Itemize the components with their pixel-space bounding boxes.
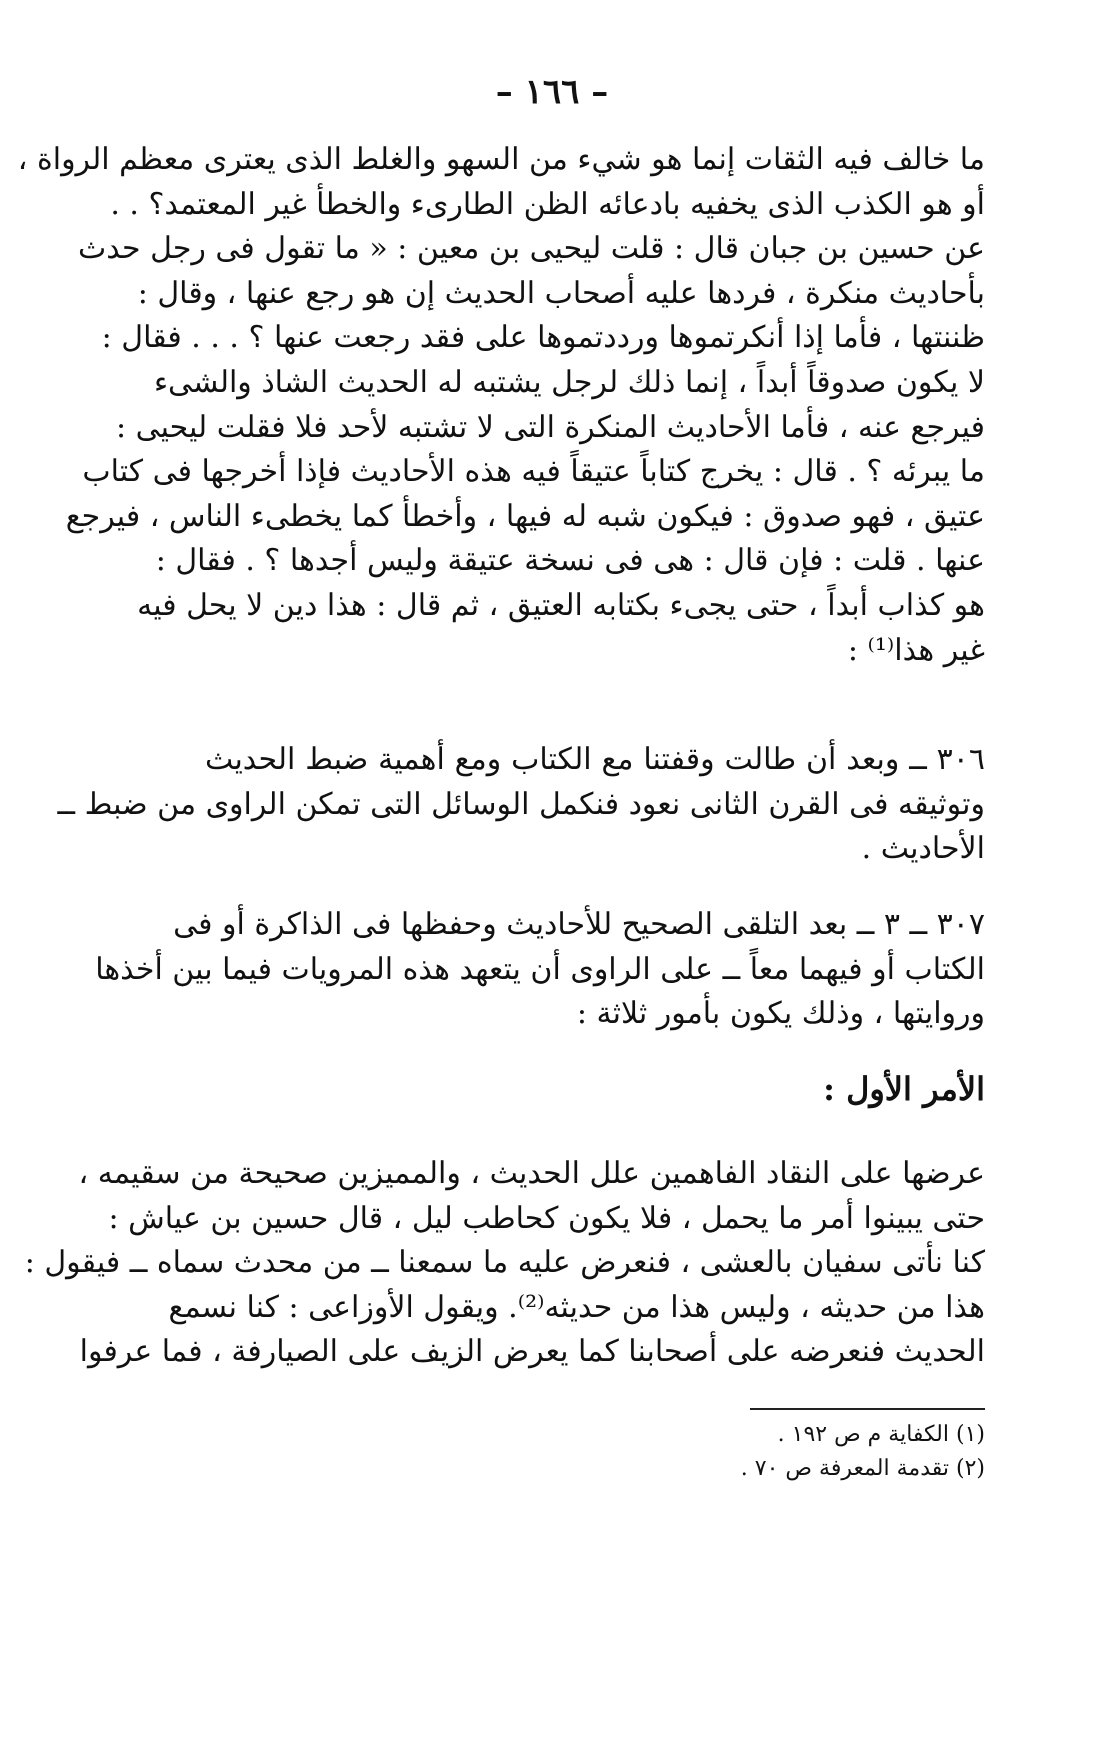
text-line: الأحاديث . — [861, 831, 985, 867]
text-line: وروايتها ، وذلك يكون بأمور ثلاثة : — [576, 996, 985, 1032]
text-line: بأحاديث منكرة ، فردها عليه أصحاب الحديث إن هو رجع عنها ، وقال : — [137, 275, 985, 311]
paragraph-306 — [57, 738, 985, 872]
text-line: وتوثيقه فى القرن الثانى نعود فنكمل الوسائل التى تمكن الراوى من ضبط ــ — [57, 786, 985, 822]
paragraph-307 — [95, 903, 985, 1037]
footnote-item: (١) الكفاية م ص ١٩٢ . — [777, 1422, 985, 1447]
text-line: كنا نأتى سفيان بالعشى ، فنعرض عليه ما سمعنا ــ من محدث سماه ــ فيقول : — [24, 1245, 985, 1281]
text-line: الحديث فنعرضه على أصحابنا كما يعرض الزيف على الصيارفة ، فما عرفوا — [79, 1334, 985, 1370]
text-line: ٣٠٧ ــ ٣ ــ بعد التلقى الصحيح للأحاديث وحفظها فى الذاكرة أو فى — [173, 907, 985, 942]
text-line: عتيق ، فهو صدوق : فيكون شبه له فيها ، وأخطأ كما يخطىء الناس ، فيرجع — [65, 498, 985, 534]
text-line: عرضها على النقاد الفاهمين علل الحديث ، والمميزين صحيحة من سقيمه ، — [78, 1156, 985, 1191]
page-number: – ١٦٦ – — [495, 72, 609, 112]
text-line: ما خالف فيه الثقات إنما هو شيء من السهو والغلط الذى يعترى معظم الرواة ، — [17, 142, 985, 177]
text-line: عن حسين بن جبان قال : قلت ليحيى بن معين : « ما تقول فى رجل حدث — [78, 231, 985, 267]
footnote-divider — [750, 1408, 985, 1410]
text-line: عنها . قلت : فإن قال : هى فى نسخة عتيقة وليس أجدها ؟ . فقال : — [155, 543, 985, 579]
body-paragraph — [24, 1152, 985, 1375]
section-heading: الأمر الأول : — [823, 1070, 985, 1108]
text-line: ٣٠٦ ــ وبعد أن طالت وقفتنا مع الكتاب ومع أهمية ضبط الحديث — [205, 742, 985, 777]
text-line: هذا من حديثه ، وليس هذا من حديثه⁽²⁾. ويقول الأوزاعى : كنا نسمع — [168, 1289, 985, 1325]
footnotes — [600, 1418, 985, 1486]
text-line: فيرجع عنه ، فأما الأحاديث المنكرة التى لا تشتبه لأحد فلا فقلت ليحيى : — [115, 409, 985, 445]
text-line: غير هذا⁽¹⁾ : — [847, 632, 985, 668]
text-line: أو هو الكذب الذى يخفيه بادعائه الظن الطارىء والخطأ غير المعتمد؟ . . — [110, 186, 985, 222]
text-line: الكتاب أو فيهما معاً ــ على الراوى أن يتعهد هذه المرويات فيما بين أخذها — [95, 951, 985, 987]
quote-paragraph — [17, 138, 985, 673]
footnote-item: (٢) تقدمة المعرفة ص ٧٠ . — [740, 1456, 985, 1481]
text-line: هو كذاب أبداً ، حتى يجىء بكتابه العتيق ، ثم قال : هذا دين لا يحل فيه — [137, 587, 985, 623]
text-line: ظننتها ، فأما إذا أنكرتموها ورددتموها على فقد رجعت عنها ؟ . . . فقال : — [101, 320, 985, 356]
text-line: حتى يبينوا أمر ما يحمل ، فلا يكون كحاطب ليل ، قال حسين بن عياش : — [108, 1200, 985, 1236]
text-line: لا يكون صدوقاً أبداً ، إنما ذلك لرجل يشتبه له الحديث الشاذ والشىء — [153, 364, 985, 400]
text-line: ما يبرئه ؟ . قال : يخرج كتاباً عتيقاً فيه هذه الأحاديث فإذا أخرجها فى كتاب — [82, 454, 985, 490]
